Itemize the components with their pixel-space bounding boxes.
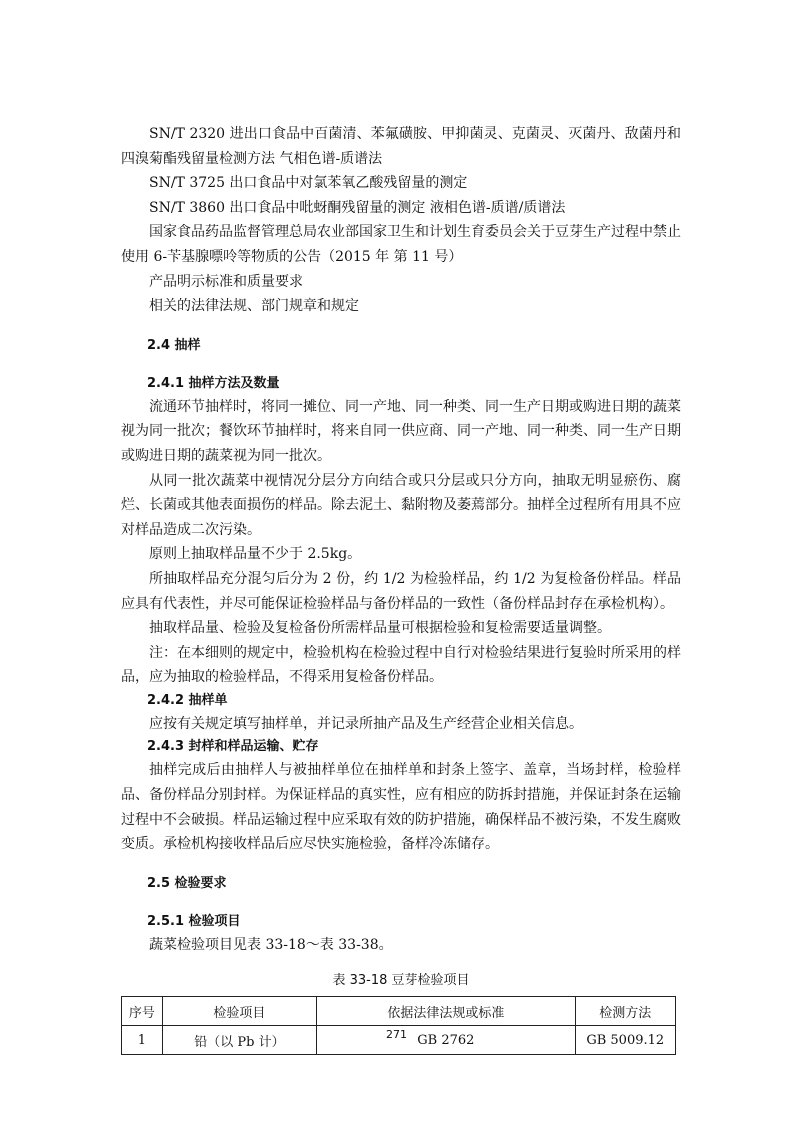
- table-cell: 铅（以 Pb 计）: [162, 1026, 316, 1055]
- table-cell: GB 5009.12: [575, 1026, 676, 1055]
- paragraph: 从同一批次蔬菜中视情况分层分方向结合或只分层或只分方向，抽取无明显瘀伤、腐烂、长菌或其他表面损伤的样品。除去泥土、黏附物及萎蔫部分。抽样全过程所有用具不应对样品造成二次污染。: [121, 472, 681, 538]
- section-heading-2-4: 2.4 抽样: [147, 337, 201, 353]
- table-cell: 1: [122, 1026, 163, 1055]
- paragraph: 流通环节抽样时，将同一摊位、同一产地、同一种类、同一生产日期或购进日期的蔬菜视为同一批次；餐饮环节抽样时，将来自同一供应商、同一产地、同一种类、同一生产日期或购进日期的蔬菜视为同一批次。: [121, 398, 681, 464]
- table-caption: 表 33-18 豆芽检验项目: [332, 973, 470, 989]
- column-header: 依据法律法规或标准: [317, 997, 575, 1026]
- section-heading-2-4-2: 2.4.2 抽样单: [147, 692, 228, 708]
- paragraph: 蔬菜检验项目见表 33-18～表 33-38。: [149, 936, 393, 953]
- paragraph: 抽样完成后由抽样人与被抽样单位在抽样单和封条上签字、盖章，当场封样，检验样品、备份样品分别封样。为保证样品的真实性，应有相应的防拆封措施，并保证封条在运输过程中不会破损。样品运输过程中应采取有效的防护措施，确保样品不被污染，不发生腐败变质。承检机构接收样品后应尽快实施检验，备样冷冻储存。: [121, 762, 681, 853]
- section-heading-2-4-1: 2.4.1 抽样方法及数量: [147, 375, 280, 391]
- column-header: 检验项目: [162, 997, 316, 1026]
- paragraph: 原则上抽取样品量不少于 2.5kg。: [149, 546, 362, 563]
- table-cell: GB 2762: [317, 1026, 575, 1055]
- page-content: [121, 122, 681, 1055]
- standard-ref: 相关的法律法规、部门规章和规定: [149, 298, 359, 315]
- standard-ref: SN/T 3725 出口食品中对氯苯氧乙酸残留量的测定: [149, 175, 468, 192]
- section-heading-2-5-1: 2.5.1 检验项目: [147, 913, 241, 929]
- paragraph: 抽取样品量、检验及复检备份所需样品量可根据检验和复检需要适量调整。: [149, 620, 611, 637]
- standard-ref: SN/T 3860 出口食品中吡蚜酮残留量的测定 液相色谱-质谱/质谱法: [149, 199, 566, 216]
- paragraph: 应按有关规定填写抽样单，并记录所抽产品及生产经营企业相关信息。: [149, 715, 583, 732]
- inspection-items-table: [121, 996, 676, 1055]
- section-heading-2-5: 2.5 检验要求: [147, 875, 227, 891]
- standard-ref: 产品明示标准和质量要求: [149, 273, 303, 290]
- table-header-row: [122, 997, 676, 1026]
- standard-ref: 国家食品药品监督管理总局农业部国家卫生和计划生育委员会关于豆芽生产过程中禁止使用 6-苄基腺嘌呤等物质的公告（2015 年 第 11 号）: [121, 224, 681, 265]
- paragraph: 所抽取样品充分混匀后分为 2 份，约 1/2 为检验样品，约 1/2 为复检备份样品。样品应具有代表性，并尽可能保证检验样品与备份样品的一致性（备份样品封存在承检机构）。: [121, 570, 681, 612]
- note-paragraph: 注：在本细则的规定中，检验机构在检验过程中自行对检验结果进行复验时所采用的样品，应为抽取的检验样品，不得采用复检备份样品。: [121, 644, 681, 686]
- section-heading-2-4-3: 2.4.3 封样和样品运输、贮存: [147, 739, 319, 755]
- column-header: 检测方法: [575, 997, 676, 1026]
- page-number: 271: [386, 1028, 407, 1041]
- standard-ref: SN/T 2320 进出口食品中百菌清、苯氟磺胺、甲抑菌灵、克菌灵、灭菌丹、敌菌丹和四溴菊酯残留量检测方法 气相色谱-质谱法: [121, 126, 681, 167]
- column-header: 序号: [122, 997, 163, 1026]
